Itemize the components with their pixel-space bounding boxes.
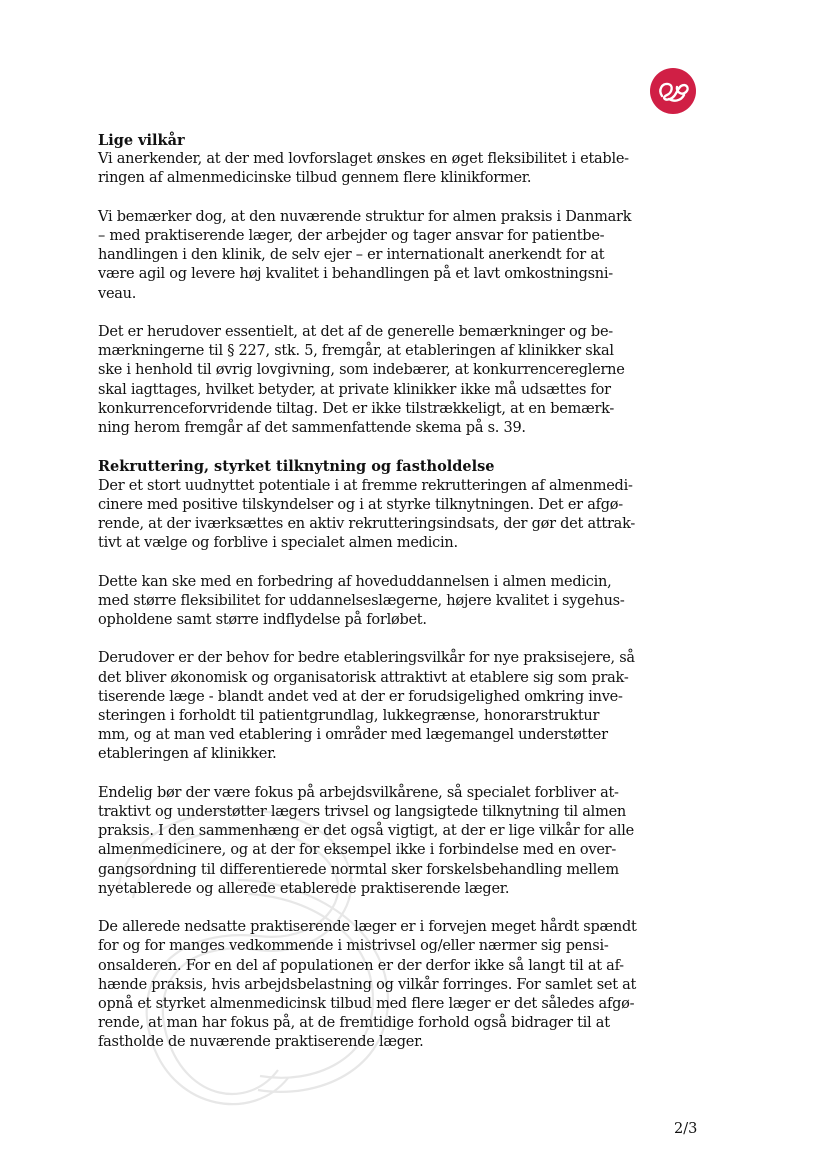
text-line: De allerede nedsatte praktiserende læger er i forvejen meget hårdt spændt [98,919,637,936]
text-line: gangsordning til differentierede normtal sker forskelsbehandling mellem [98,861,619,878]
text-line: Derudover er der behov for bedre etableringsvilkår for nye praksisejere, så [98,650,635,667]
paragraph [98,649,635,764]
text-line: ske i henhold til øvrig lovgivning, som indebærer, at konkurrencereglerne [98,362,625,379]
paragraph [98,918,637,1052]
paragraph [98,784,634,899]
text-line: opnå et styrket almenmedicinsk tilbud med flere læger er det således afgø- [98,996,635,1013]
text-line: Det er herudover essentielt, at det af de generelle bemærkninger og be- [98,324,613,340]
paragraph [98,477,635,554]
text-line: handlingen i den klinik, de selv ejer – er internationalt anerkendt for at [98,247,605,264]
text-line: mærkningerne til § 227, stk. 5, fremgår, at etableringen af klinikker skal [98,343,614,360]
text-line: ringen af almenmedicinske tilbud gennem flere klinikformer. [98,170,532,187]
text-line: Dette kan ske med en forbedring af hoveduddannelsen i almen medicin, [98,573,612,590]
paragraph [98,150,629,188]
text-line: rende, at der iværksættes en aktiv rekrutteringsindsats, der gør det attrak- [98,516,635,533]
text-line: traktivt og understøtter lægers trivsel og langsigtede tilknytning til almen [98,804,626,821]
paragraph [98,208,632,304]
text-line: hænde praksis, hvis arbejdsbelastning og vilkår forringes. For samlet set at [98,976,637,993]
text-line: praksis. I den sammenhæng er det også vigtigt, at der er lige vilkår for alle [98,823,634,840]
text-line: steringen i forholdt til patientgrundlag, lukkegrænse, honorarstruktur [98,708,600,725]
page-number: 2/3 [674,1121,698,1137]
letter-body [98,131,637,1053]
logo-circle [650,68,696,114]
text-line: tivt at vælge og forblive i specialet almen medicin. [98,535,458,552]
paragraph [98,573,625,631]
text-line: cinere med positive tilskyndelser og i at styrke tilknytningen. Det er afgø- [98,496,623,513]
text-line: etableringen af klinikker. [98,746,277,763]
text-line: Vi anerkender, at der med lovforslaget ønskes en øget fleksibilitet i etable- [98,151,629,168]
text-line: fastholde de nuværende praktiserende læger. [98,1034,424,1051]
text-line: være agil og levere høj kvalitet i behandlingen på et lavt omkostningsni- [98,266,613,283]
infinity-knot-icon [650,68,696,114]
text-line: nyetablerede og allerede etablerede praktiserende læger. [98,880,510,897]
text-line: skal iagttages, hvilket betyder, at private klinikker ikke må udsættes for [98,381,611,398]
text-line: for og for manges vedkommende i mistrivsel og/eller nærmer sig pensi- [98,938,609,955]
text-line: med større fleksibilitet for uddannelseslægerne, højere kvalitet i sygehus- [98,592,625,609]
text-line: almenmedicinere, og at der for eksempel ikke i forbindelse med en over- [98,842,616,859]
text-line: tiserende læge - blandt andet ved at der er forudsigelighed omkring inve- [98,688,623,705]
text-line: veau. [98,285,137,302]
text-line: Der et stort uudnyttet potentiale i at fremme rekrutteringen af almenmedi- [98,477,633,494]
text-line: onsalderen. For en del af populationen er der derfor ikke så langt til at af- [98,957,624,974]
text-line: mm, og at man ved etablering i områder med lægemangel understøtter [98,727,608,744]
text-line: ning herom fremgår af det sammenfattende skema på s. 39. [98,420,526,437]
text-line: konkurrenceforvridende tiltag. Det er ikke tilstrækkeligt, at en bemærk- [98,400,615,417]
text-line: det bliver økonomisk og organisatorisk attraktivt at etablere sig som prak- [98,669,629,686]
text-line: opholdene samt større indflydelse på forløbet. [98,612,427,629]
section-heading-lige-vilkaar: Lige vilkår [98,132,185,149]
text-line: – med praktiserende læger, der arbejder og tager ansvar for patientbe- [98,228,605,244]
text-line: Vi bemærker dog, at den nuværende struktur for almen praksis i Danmark [98,208,632,225]
text-line: Endelig bør der være fokus på arbejdsvilkårene, så specialet forbliver at- [98,784,619,801]
section-heading-rekruttering: Rekruttering, styrket tilknytning og fastholdelse [98,458,495,476]
paragraph [98,323,625,438]
text-line: rende, at man har fokus på, at de fremtidige forhold også bidrager til at [98,1015,610,1032]
